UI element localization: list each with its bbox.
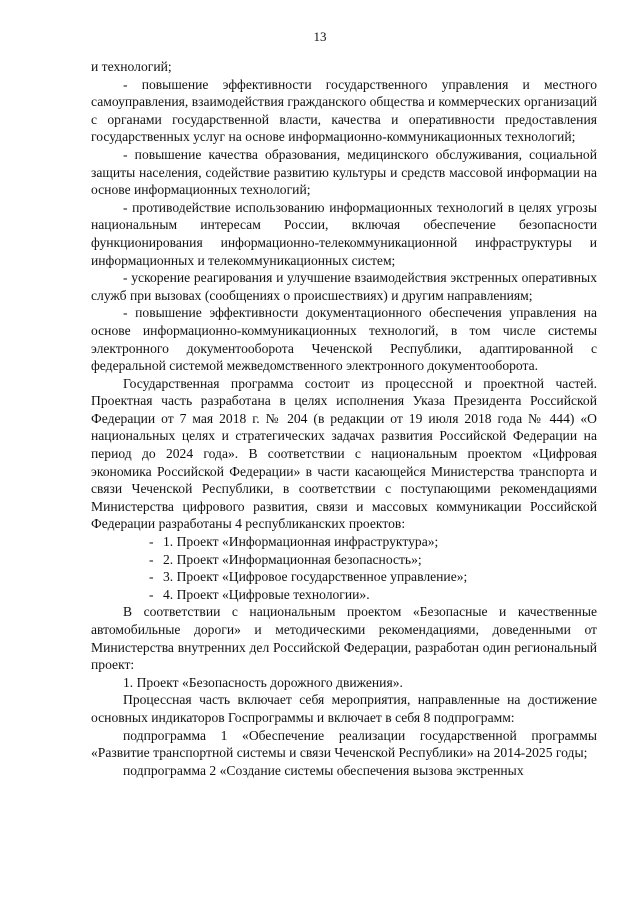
list-item	[149, 551, 597, 569]
paragraph-goal-governance: - повышение эффективности государственного управления и местного самоуправления, взаимодействия гражданского общества и коммерческих организаций с органами государственной власти, качества и оперативности предоставления государственных услуг на основе информационно-коммуникационных технологий;	[91, 76, 597, 145]
list-item	[149, 586, 597, 604]
paragraph-subprogram-1: подпрограмма 1 «Обеспечение реализации государственной программы «Развитие транспортной системы и связи Чеченской Республики» на 2014-2025 годы;	[91, 727, 597, 761]
list-marker: -	[149, 551, 154, 567]
list-item	[149, 568, 597, 586]
page-number: 13	[313, 29, 327, 44]
paragraph-goal-documents: - повышение эффективности документационного обеспечения управления на основе информационно-коммуникационных технологий, в том числе системы электронного документооборота Чеченской Республики, адаптированной с федеральной системой межведомственного электронного документооборота.	[91, 305, 597, 374]
paragraph-goal-security: - противодействие использованию информационных технологий в целях угрозы национальным интересам России, включая обеспечение безопасности функционирования информационно-телекоммуникационной инфраструктуры и информационных и телекоммуникационных систем;	[91, 199, 597, 268]
project-list	[91, 533, 597, 603]
list-marker: -	[149, 586, 154, 602]
project-item-text: 4. Проект «Цифровые технологии».	[163, 586, 370, 602]
paragraph-process-part: Процессная часть включает себя мероприятия, направленные на достижение основных индикаторов Госпрограммы и включает в себя 8 подпрограмм:	[91, 692, 597, 725]
list-marker: -	[149, 569, 154, 585]
paragraph-goal-education: - повышение качества образования, медицинского обслуживания, социальной защиты населения, содействие развитию культуры и средств массовой информации на основе информационных технологий;	[91, 146, 597, 198]
project-item-text: 1. Проект «Информационная инфраструктура»;	[163, 534, 439, 550]
paragraph-road-safety-intro: В соответствии с национальным проектом «Безопасные и качественные автомобильные дороги» и методическими рекомендациями, доведенными от Министерства внутренних дел Российской Федерации, разработан один региональный проект:	[91, 604, 597, 673]
paragraph-program-structure: Государственная программа состоит из процессной и проектной частей. Проектная часть разработана в целях исполнения Указа Президента Российской Федерации от 7 мая 2018 г. № 204 (в редакции от 19 июля 2018 года № 444) «О национальных целях и стратегических задачах развития Российской Федерации на период до 2024 года». В соответствии с национальным проектом «Цифровая экономика Российской Федерации» в части касающейся Министерства транспорта и связи Чеченской Республики, в соответствии с поступающими рекомендациями Министерства цифрового развития, связи и массовых коммуникации Российской Федерации разработаны 4 республиканских проектов:	[91, 375, 597, 532]
list-item	[149, 533, 597, 551]
paragraph-goal-emergency: - ускорение реагирования и улучшение взаимодействия экстренных оперативных служб при вызовах (сообщениях о происшествиях) и другим направлениям;	[91, 270, 597, 303]
paragraph-subprogram-2: подпрограмма 2 «Создание системы обеспечения вызова экстренных	[123, 762, 524, 778]
paragraph-road-safety-project: 1. Проект «Безопасность дорожного движения».	[123, 674, 403, 690]
paragraph-intro: и технологий;	[91, 59, 172, 74]
project-item-text: 2. Проект «Информационная безопасность»;	[163, 551, 422, 567]
document-body	[91, 58, 597, 779]
project-item-text: 3. Проект «Цифровое государственное управление»;	[163, 569, 468, 585]
list-marker: -	[149, 534, 154, 550]
